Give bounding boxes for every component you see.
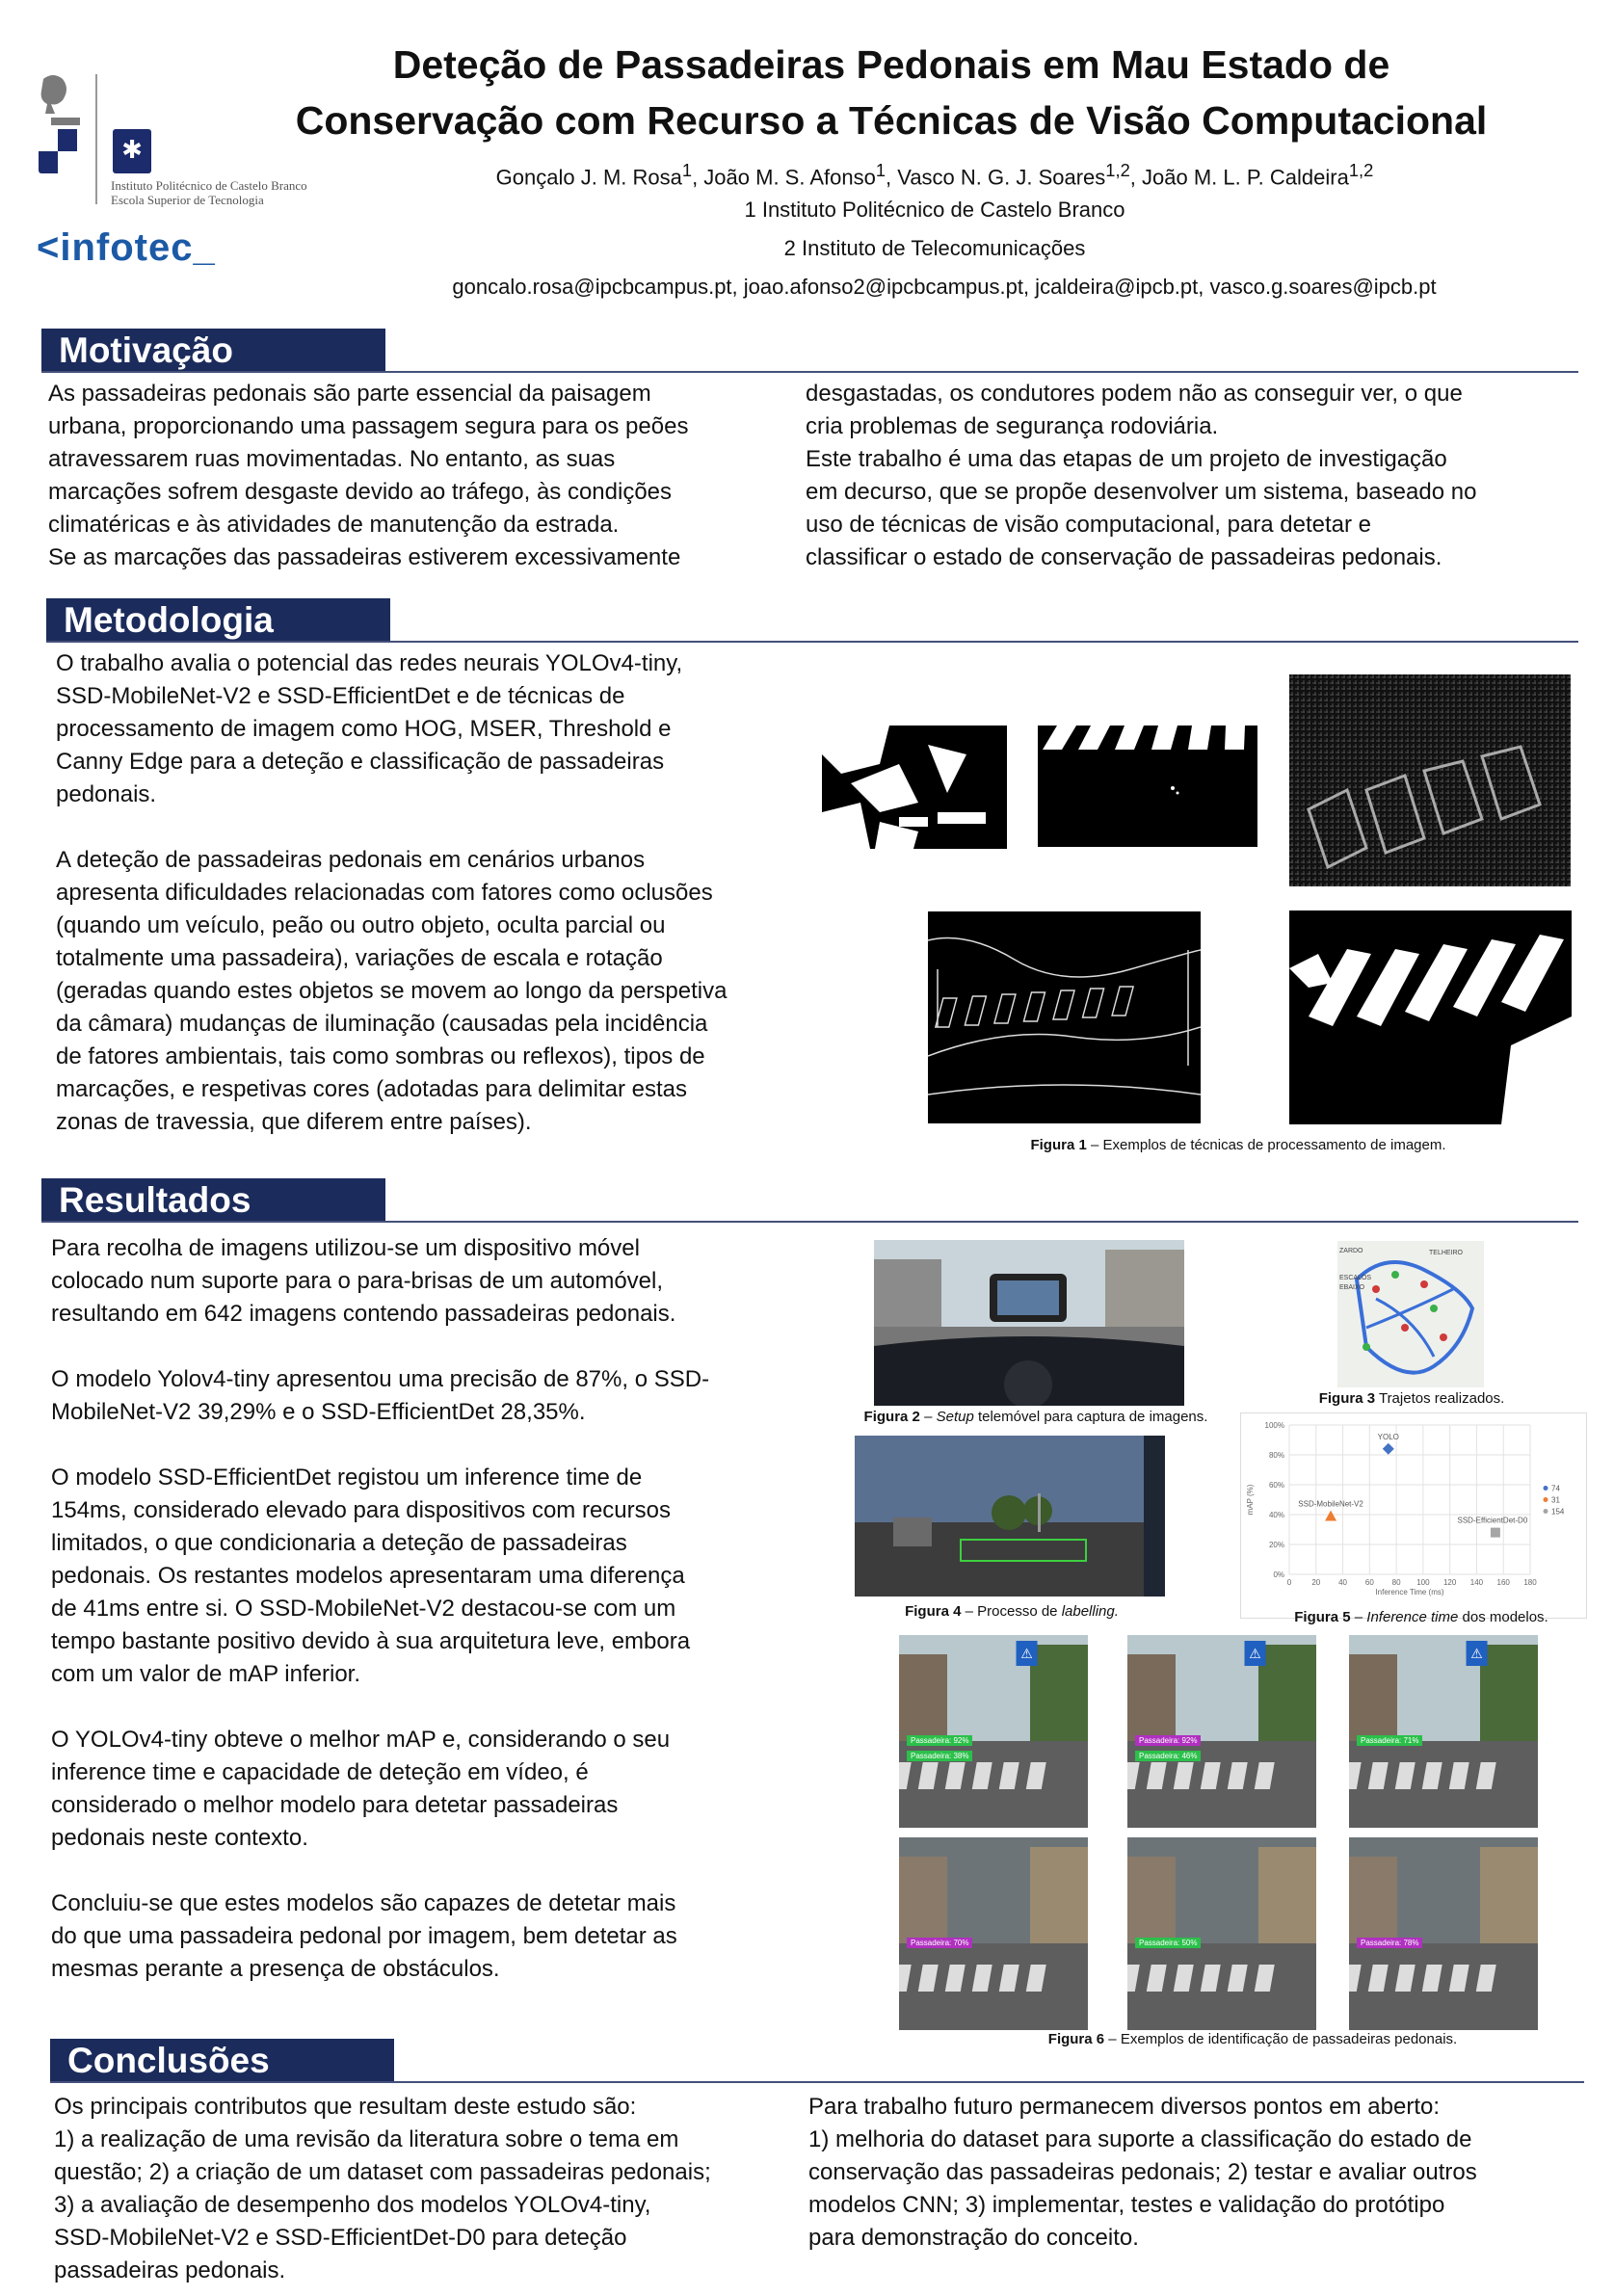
motivacao-right bbox=[806, 378, 1576, 574]
author-sup: 1 bbox=[681, 160, 693, 180]
text-line: de fatores ambientais, tais como sombras ou reflexos), tipos de bbox=[56, 1043, 705, 1069]
y-tick-label: 40% bbox=[1268, 1511, 1284, 1519]
text-line: 3) a avaliação de desempenho dos modelos YOLOv4-tiny, bbox=[54, 2192, 651, 2218]
legend-entry: 154 bbox=[1551, 1507, 1565, 1517]
section-rule bbox=[41, 371, 1578, 373]
text-line: marcações, e respetivas cores (adotadas para delimitar estas bbox=[56, 1076, 687, 1102]
text-line: O trabalho avalia o potencial das redes neurais YOLOv4-tiny, bbox=[56, 650, 683, 676]
text-line: modelos CNN; 3) implementar, testes e validação do protótipo bbox=[808, 2192, 1445, 2218]
route-map bbox=[1337, 1241, 1484, 1387]
text-line: Concluiu-se que estes modelos são capazes de detetar mais bbox=[51, 1890, 676, 1916]
caption-text: dos modelos. bbox=[1458, 1609, 1548, 1625]
svg-text:✱: ✱ bbox=[121, 136, 143, 165]
text-line: (quando um veículo, peão ou outro objeto, oculta parcial ou bbox=[56, 912, 666, 938]
caption-italic: Inference time bbox=[1366, 1609, 1459, 1625]
caption-text: – Exemplos de técnicas de processamento de imagem. bbox=[1086, 1137, 1446, 1153]
caption-label: Figura 2 bbox=[863, 1409, 920, 1425]
data-label: YOLO bbox=[1377, 1432, 1399, 1441]
caption-text: telemóvel para captura de imagens. bbox=[973, 1409, 1208, 1425]
section-rule bbox=[50, 2081, 1584, 2083]
text-line: limitados, o que condicionaria a deteção de passadeiras bbox=[51, 1530, 627, 1556]
section-heading-resultados: Resultados bbox=[41, 1178, 385, 1223]
text-line: considerado o melhor modelo para detetar passadeiras bbox=[51, 1792, 619, 1818]
detection-example-image bbox=[1127, 1837, 1316, 2030]
x-tick-label: 100 bbox=[1416, 1578, 1430, 1587]
y-tick-label: 0% bbox=[1273, 1570, 1284, 1579]
metodologia-text bbox=[56, 647, 827, 1139]
text-line: MobileNet-V2 39,29% e o SSD-EfficientDet 28,35%. bbox=[51, 1399, 586, 1425]
legend-marker bbox=[1544, 1497, 1548, 1502]
ipcb-line2: Escola Superior de Tecnologia bbox=[111, 193, 264, 207]
text-line: O modelo SSD-EfficientDet registou um inference time de bbox=[51, 1465, 643, 1491]
detection-label: Passadeira: 46% bbox=[1135, 1751, 1201, 1761]
data-point-1 bbox=[1325, 1511, 1336, 1521]
resultados-text bbox=[51, 1232, 822, 1986]
x-tick-label: 0 bbox=[1286, 1578, 1292, 1587]
detection-label: Passadeira: 38% bbox=[907, 1751, 972, 1761]
section-heading-conclusoes: Conclusões bbox=[50, 2039, 394, 2083]
y-tick-label: 80% bbox=[1268, 1451, 1284, 1460]
author-sup: 1,2 bbox=[1105, 160, 1130, 180]
infotec-logo: <infotec_ bbox=[37, 226, 216, 269]
text-line bbox=[51, 1691, 822, 1724]
text-line: marcações sofrem desgaste devido ao tráfego, às condições bbox=[48, 479, 673, 505]
legend-entry: 74 bbox=[1551, 1484, 1560, 1493]
author-list: Gonçalo J. M. Rosa$^1$, João M. S. Afonso$^1$, Vasco N. G. J. Soares$^{1,2}$, João M. L. P. Caldeira$^{1,2}$ bbox=[495, 160, 1374, 190]
text-line: pedonais. Os restantes modelos apresentaram uma diferença bbox=[51, 1563, 685, 1589]
text-line: pedonais neste contexto. bbox=[51, 1825, 308, 1851]
text-line: inference time e capacidade de deteção em vídeo, é bbox=[51, 1759, 589, 1785]
caption-text: – Exemplos de identificação de passadeiras pedonais. bbox=[1104, 2031, 1458, 2047]
caption-text: – Processo de bbox=[961, 1603, 1062, 1620]
text-line: resultando em 642 imagens contendo passadeiras pedonais. bbox=[51, 1301, 676, 1327]
text-line: urbana, proporcionando uma passagem segura para os peões bbox=[48, 413, 689, 439]
section-rule bbox=[46, 641, 1578, 643]
text-line: A deteção de passadeiras pedonais em cenários urbanos bbox=[56, 847, 646, 873]
y-tick-label: 20% bbox=[1268, 1541, 1284, 1549]
detection-example-image bbox=[899, 1635, 1088, 1828]
author-name: João M. L. P. Caldeira bbox=[1142, 165, 1349, 190]
data-label: SSD-MobileNet-V2 bbox=[1298, 1499, 1363, 1509]
text-line: passadeiras pedonais. bbox=[54, 2257, 286, 2283]
section-heading-metodologia: Metodologia bbox=[46, 598, 390, 643]
text-line: em decurso, que se propõe desenvolver um sistema, baseado no bbox=[806, 479, 1477, 505]
detection-label: Passadeira: 92% bbox=[1135, 1735, 1201, 1746]
text-line: tempo bastante positivo devido à sua arquitetura leve, embora bbox=[51, 1628, 691, 1654]
text-line: 1) melhoria do dataset para suporte a classificação do estado de bbox=[808, 2126, 1472, 2152]
title-line1: Deteção de Passadeiras Pedonais em Mau Estado de bbox=[392, 42, 1390, 87]
caption-italic: labelling. bbox=[1061, 1603, 1119, 1620]
data-point-0 bbox=[1383, 1443, 1394, 1455]
x-axis-label: Inference Time (ms) bbox=[1375, 1588, 1444, 1597]
data-point-2 bbox=[1491, 1528, 1500, 1538]
caption-text: – bbox=[919, 1409, 937, 1425]
detection-example-image bbox=[1349, 1837, 1538, 2030]
text-line: Os principais contributos que resultam deste estudo são: bbox=[54, 2094, 637, 2120]
text-line: processamento de imagem como HOG, MSER, Threshold e bbox=[56, 716, 672, 742]
detection-example-image bbox=[899, 1837, 1088, 2030]
detection-label: Passadeira: 71% bbox=[1357, 1735, 1422, 1746]
text-line: 1) a realização de uma revisão da literatura sobre o tema em bbox=[54, 2126, 679, 2152]
threshold-image bbox=[822, 726, 1007, 849]
author-name: Vasco N. G. J. Soares bbox=[897, 165, 1106, 190]
text-line: classificar o estado de conservação de passadeiras pedonais. bbox=[806, 544, 1442, 570]
svg-text:⚠: ⚠ bbox=[1020, 1646, 1033, 1661]
author-sup: 1,2 bbox=[1348, 160, 1374, 180]
text-line bbox=[51, 1855, 822, 1887]
text-line: cria problemas de segurança rodoviária. bbox=[806, 413, 1219, 439]
x-tick-label: 80 bbox=[1391, 1578, 1401, 1587]
text-line: Canny Edge para a deteção e classificação de passadeiras bbox=[56, 749, 665, 775]
text-line: totalmente uma passadeira), variações de escala e rotação bbox=[56, 945, 663, 971]
detection-label: Passadeira: 78% bbox=[1357, 1938, 1422, 1948]
text-line: O YOLOv4-tiny obteve o melhor mAP e, considerando o seu bbox=[51, 1727, 671, 1753]
text-line: Se as marcações das passadeiras estiverem excessivamente bbox=[48, 544, 681, 570]
text-line: colocado num suporte para o para-brisas de um automóvel, bbox=[51, 1268, 664, 1294]
section-heading-motivacao: Motivação bbox=[41, 329, 385, 373]
legend-marker bbox=[1544, 1486, 1548, 1491]
y-tick-label: 100% bbox=[1264, 1421, 1284, 1430]
svg-text:⚠: ⚠ bbox=[1249, 1646, 1261, 1661]
hog-image bbox=[1289, 674, 1571, 886]
text-line: zonas de travessia, que diferem entre países). bbox=[56, 1109, 532, 1135]
legend-marker bbox=[1544, 1509, 1548, 1514]
detection-label: Passadeira: 50% bbox=[1135, 1938, 1201, 1948]
text-line: climatéricas e às atividades de manutenção da estrada. bbox=[48, 512, 620, 538]
caption-label: Figura 6 bbox=[1047, 2031, 1105, 2047]
y-tick-label: 60% bbox=[1268, 1481, 1284, 1490]
figure-5-caption bbox=[1257, 1609, 1585, 1625]
map-label: ESCALOS bbox=[1339, 1275, 1372, 1281]
map-label: ZARDO bbox=[1339, 1248, 1363, 1254]
detection-example-image bbox=[1127, 1635, 1316, 1828]
text-line: da câmara) mudanças de iluminação (causadas pela incidência bbox=[56, 1011, 708, 1037]
conclusoes-left bbox=[54, 2091, 815, 2287]
author-name: João M. S. Afonso bbox=[703, 165, 876, 190]
inference-time-chart bbox=[1240, 1412, 1587, 1619]
text-line: SSD-MobileNet-V2 e SSD-EfficientDet e de técnicas de bbox=[56, 683, 625, 709]
text-line: Para recolha de imagens utilizou-se um dispositivo móvel bbox=[51, 1235, 640, 1261]
caption-label: Figura 3 bbox=[1318, 1390, 1376, 1407]
text-line: Este trabalho é uma das etapas de um projeto de investigação bbox=[806, 446, 1447, 472]
x-tick-label: 160 bbox=[1496, 1578, 1510, 1587]
caption-text: Trajetos realizados. bbox=[1375, 1390, 1505, 1407]
text-line bbox=[51, 1331, 822, 1363]
mser-image bbox=[1289, 910, 1572, 1124]
data-label: SSD-EfficientDet-D0 bbox=[1457, 1516, 1528, 1525]
labelling-screenshot bbox=[855, 1436, 1165, 1597]
figure-3-caption bbox=[1282, 1390, 1542, 1407]
author-name: Gonçalo J. M. Rosa bbox=[495, 165, 682, 190]
author-sup: 1 bbox=[875, 160, 886, 180]
text-line: de 41ms entre si. O SSD-MobileNet-V2 destacou-se com um bbox=[51, 1596, 676, 1622]
text-line: (geradas quando estes objetos se movem ao longo da perspetiva bbox=[56, 978, 728, 1004]
x-tick-label: 140 bbox=[1469, 1578, 1484, 1587]
motivacao-left bbox=[48, 378, 800, 574]
x-tick-label: 60 bbox=[1364, 1578, 1374, 1587]
text-line: 154ms, considerado elevado para dispositivos com recursos bbox=[51, 1497, 671, 1523]
map-label: TELHEIRO bbox=[1429, 1250, 1464, 1256]
y-axis-label: mAP (%) bbox=[1246, 1484, 1255, 1516]
text-line: O modelo Yolov4-tiny apresentou uma precisão de 87%, o SSD- bbox=[51, 1366, 710, 1392]
text-line: com um valor de mAP inferior. bbox=[51, 1661, 361, 1687]
text-line bbox=[51, 1429, 822, 1462]
legend-entry: 31 bbox=[1551, 1495, 1560, 1505]
poster-title bbox=[222, 37, 1561, 148]
car-setup-photo bbox=[874, 1240, 1184, 1406]
detection-label: Passadeira: 70% bbox=[907, 1938, 972, 1948]
text-line: questão; 2) a criação de um dataset com passadeiras pedonais; bbox=[54, 2159, 711, 2185]
caption-label: Figura 5 bbox=[1294, 1609, 1351, 1625]
threshold-crosswalk-image bbox=[1038, 726, 1257, 847]
scatter-chart bbox=[1241, 1413, 1586, 1618]
title-line2: Conservação com Recurso a Técnicas de Visão Computacional bbox=[295, 98, 1488, 143]
caption-text: – bbox=[1350, 1609, 1367, 1625]
affiliation-2: 2 Instituto de Telecomunicações bbox=[783, 236, 1086, 261]
figure-4-caption bbox=[867, 1603, 1156, 1620]
section-rule bbox=[41, 1221, 1578, 1223]
svg-text:⚠: ⚠ bbox=[1470, 1646, 1483, 1661]
text-line bbox=[56, 811, 827, 844]
caption-label: Figura 1 bbox=[1030, 1137, 1087, 1153]
text-line: pedonais. bbox=[56, 781, 157, 807]
authors-block bbox=[347, 154, 1522, 265]
canny-edge-image bbox=[928, 911, 1201, 1123]
conclusoes-right bbox=[808, 2091, 1589, 2255]
text-line: Para trabalho futuro permanecem diversos pontos em aberto: bbox=[808, 2094, 1441, 2120]
caption-italic: Setup bbox=[936, 1409, 974, 1425]
detection-label: Passadeira: 92% bbox=[907, 1735, 972, 1746]
text-line: desgastadas, os condutores podem não as conseguir ver, o que bbox=[806, 381, 1463, 407]
ipcb-line1: Instituto Politécnico de Castelo Branco bbox=[111, 178, 307, 193]
text-line: SSD-MobileNet-V2 e SSD-EfficientDet-D0 para deteção bbox=[54, 2225, 627, 2251]
text-line: para demonstração do conceito. bbox=[808, 2225, 1139, 2251]
x-tick-label: 120 bbox=[1442, 1578, 1457, 1587]
x-tick-label: 40 bbox=[1338, 1578, 1348, 1587]
detection-example-image bbox=[1349, 1635, 1538, 1828]
text-line: uso de técnicas de visão computacional, para detetar e bbox=[806, 512, 1372, 538]
emails: goncalo.rosa@ipcbcampus.pt, joao.afonso2@ipcbcampus.pt, jcaldeira@ipcb.pt, vasco.g.soares@ipcb.pt bbox=[452, 275, 1437, 299]
text-line: atravessarem ruas movimentadas. No entanto, as suas bbox=[48, 446, 616, 472]
text-line: mesmas perante a presença de obstáculos. bbox=[51, 1956, 500, 1982]
figure-6-caption bbox=[964, 2031, 1542, 2047]
text-line: do que uma passadeira pedonal por imagem, bem detetar as bbox=[51, 1923, 677, 1949]
x-tick-label: 180 bbox=[1523, 1578, 1537, 1587]
text-line: As passadeiras pedonais são parte essencial da paisagem bbox=[48, 381, 651, 407]
figure-1-caption bbox=[954, 1137, 1522, 1153]
affiliation-1: 1 Instituto Politécnico de Castelo Branco bbox=[744, 198, 1125, 223]
text-line: conservação das passadeiras pedonais; 2) testar e avaliar outros bbox=[808, 2159, 1477, 2185]
x-tick-label: 20 bbox=[1311, 1578, 1321, 1587]
text-line: apresenta dificuldades relacionadas com fatores como oclusões bbox=[56, 880, 713, 906]
figure-2-caption bbox=[838, 1409, 1233, 1425]
map-label: EBAIXO bbox=[1339, 1284, 1365, 1291]
caption-label: Figura 4 bbox=[905, 1603, 962, 1620]
